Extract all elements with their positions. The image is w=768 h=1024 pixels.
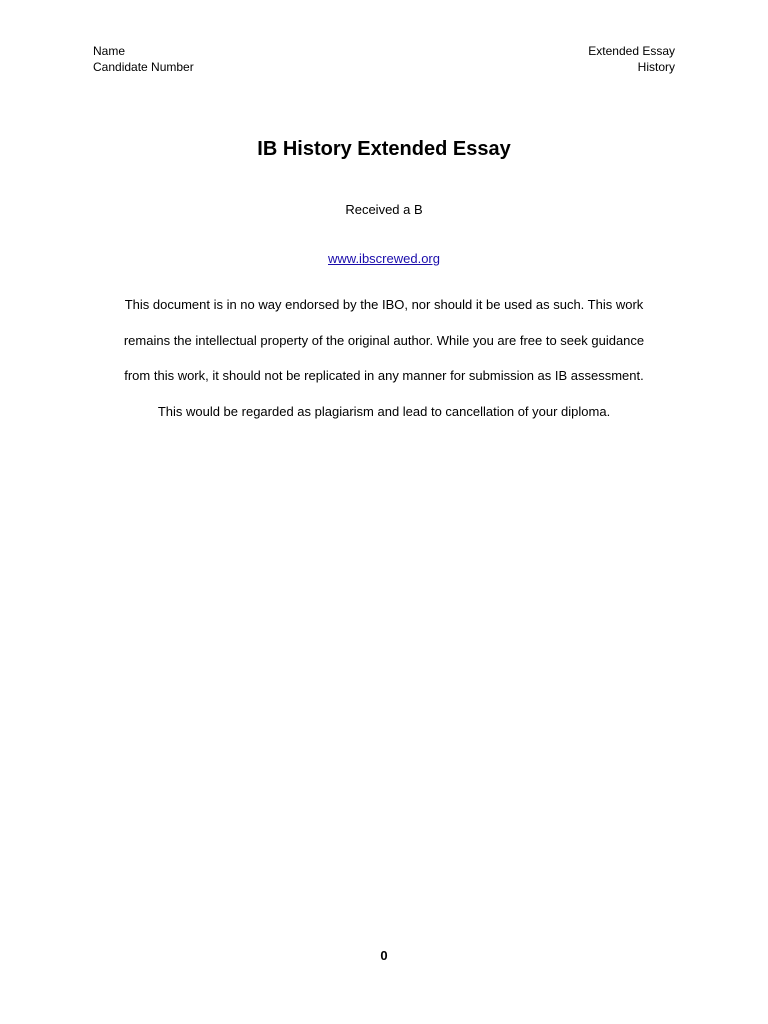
disclaimer-line: This document is in no way endorsed by the IBO, nor should it be used as such. This work xyxy=(124,297,644,312)
disclaimer-line: from this work, it should not be replicated in any manner for submission as IB assessment. xyxy=(124,368,644,383)
header-candidate-number: Candidate Number xyxy=(93,60,194,74)
header-name: Name xyxy=(93,44,126,58)
header-document-type: Extended Essay xyxy=(588,44,675,58)
website-link-container xyxy=(0,250,768,267)
disclaimer-line: This would be regarded as plagiarism and lead to cancellation of your diploma. xyxy=(157,403,611,419)
document-title: IB History Extended Essay xyxy=(257,138,511,160)
disclaimer-line: remains the intellectual property of the original author. While you are free to seek guidance xyxy=(123,332,645,348)
header-subject: History xyxy=(637,60,675,74)
header-right xyxy=(588,43,675,75)
website-link[interactable]: www.ibscrewed.org xyxy=(328,251,440,266)
page-number: 0 xyxy=(380,948,388,963)
disclaimer xyxy=(60,296,708,438)
grade-note: Received a B xyxy=(345,202,423,217)
header-left xyxy=(93,43,194,75)
